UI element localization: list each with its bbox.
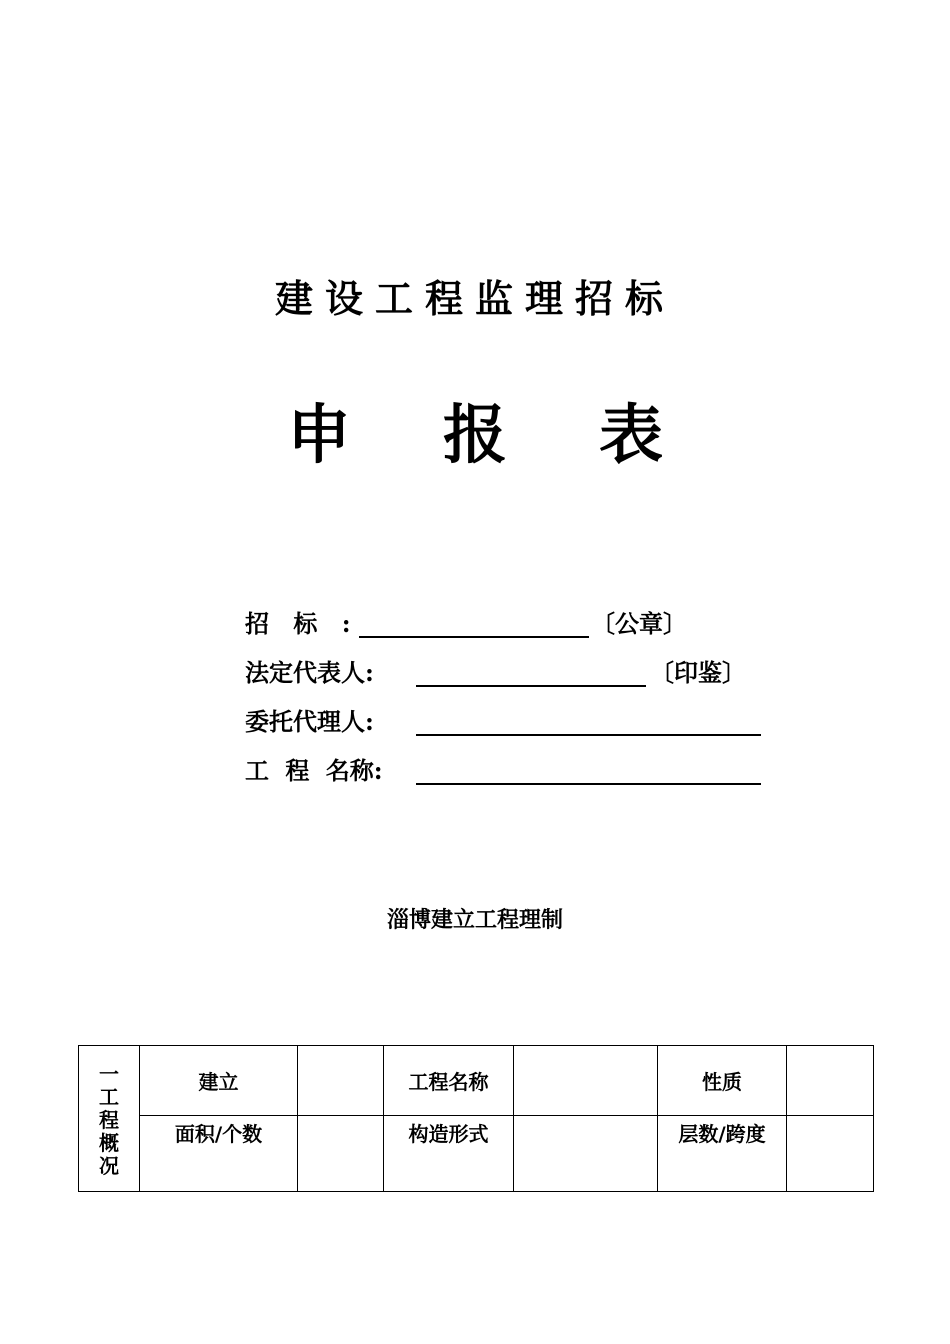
- floors-span-value[interactable]: [787, 1116, 874, 1192]
- agent-field[interactable]: [416, 734, 761, 736]
- building-label: 建立: [140, 1046, 298, 1116]
- area-count-label: 面积/个数: [140, 1116, 298, 1192]
- project-name-value[interactable]: [514, 1046, 658, 1116]
- project-name-field[interactable]: [416, 783, 761, 785]
- legal-rep-seal-note: 〔印鉴〕: [650, 658, 746, 687]
- area-count-value[interactable]: [298, 1116, 384, 1192]
- bidder-seal-note: 〔公章〕: [591, 609, 687, 638]
- project-name-label: 工 程 名称:: [245, 756, 383, 785]
- project-name-cell-label: 工程名称: [384, 1046, 514, 1116]
- publisher-line: 淄博建立工程理制: [386, 907, 563, 933]
- legal-rep-label: 法定代表人:: [245, 658, 374, 687]
- building-value[interactable]: [298, 1046, 384, 1116]
- agent-label: 委托代理人:: [245, 707, 374, 736]
- document-subtitle: [0, 396, 950, 476]
- subtitle-char-3: 表: [599, 398, 663, 473]
- project-overview-table: [78, 1045, 874, 1192]
- subtitle-char-2: 报: [443, 398, 507, 473]
- nature-value[interactable]: [787, 1046, 874, 1116]
- floors-span-label: 层数/跨度: [658, 1116, 787, 1192]
- nature-label: 性质: [658, 1046, 787, 1116]
- bidder-label: 招 标 :: [245, 609, 359, 638]
- table-row: [79, 1046, 874, 1116]
- structure-type-value[interactable]: [514, 1116, 658, 1192]
- table-row: [79, 1116, 874, 1192]
- legal-rep-field[interactable]: [416, 685, 646, 687]
- bidder-field[interactable]: [359, 636, 589, 638]
- document-title: 建设工程监理招标: [274, 276, 675, 321]
- subtitle-char-1: 申: [287, 398, 351, 473]
- structure-type-label: 构造形式: [384, 1116, 514, 1192]
- section-label: 一 工 程 概 况: [79, 1046, 140, 1192]
